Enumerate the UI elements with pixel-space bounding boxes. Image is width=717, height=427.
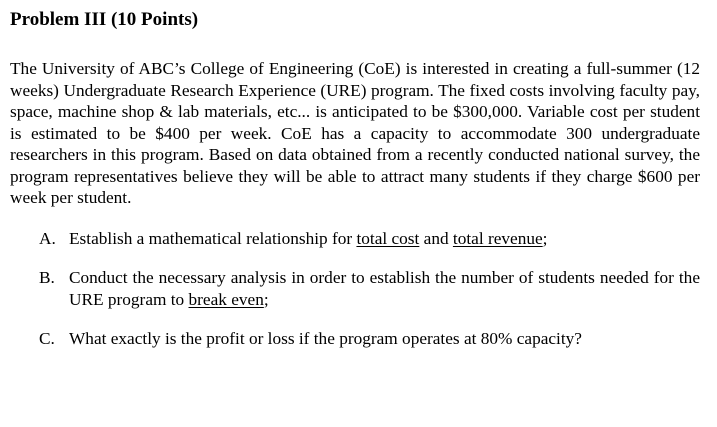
problem-title: Problem III (10 Points): [10, 9, 199, 30]
task-text: What exactly is the profit or loss if the program operates at 80% capacity?: [69, 329, 582, 348]
task-item-c: [10, 328, 700, 350]
task-marker: B.: [39, 268, 55, 287]
task-marker: A.: [39, 228, 56, 248]
underlined-term-total-revenue: total revenue: [452, 228, 543, 248]
task-item-b: [10, 267, 700, 310]
task-marker: C.: [39, 329, 55, 348]
task-text: Conduct the necessary analysis in order to establish the number of students needed for the URE program to break even;: [69, 268, 700, 309]
task-item-a: [10, 228, 700, 250]
task-text: Establish a mathematical relationship for total cost and total revenue;: [69, 228, 548, 248]
problem-document: [10, 8, 700, 368]
task-list: [10, 228, 700, 350]
problem-statement: The University of ABC’s College of Engineering (CoE) is interested in creating a full-summer (12 weeks) Undergraduate Research Experience (URE) program. The fixed costs involving faculty pay, space, machine shop & lab materials, etc... is anticipated to be $300,000. Variable cost per student is estimated to be $400 per week. CoE has a capacity to accommodate 300 undergraduate researchers in this program. Based on data obtained from a recently conducted national survey, the program representatives believe they will be able to attract many students if they charge $600 per week per student.: [10, 59, 700, 207]
underlined-term-total-cost: total cost: [356, 228, 420, 248]
underlined-term-break-even: break even: [188, 289, 264, 309]
